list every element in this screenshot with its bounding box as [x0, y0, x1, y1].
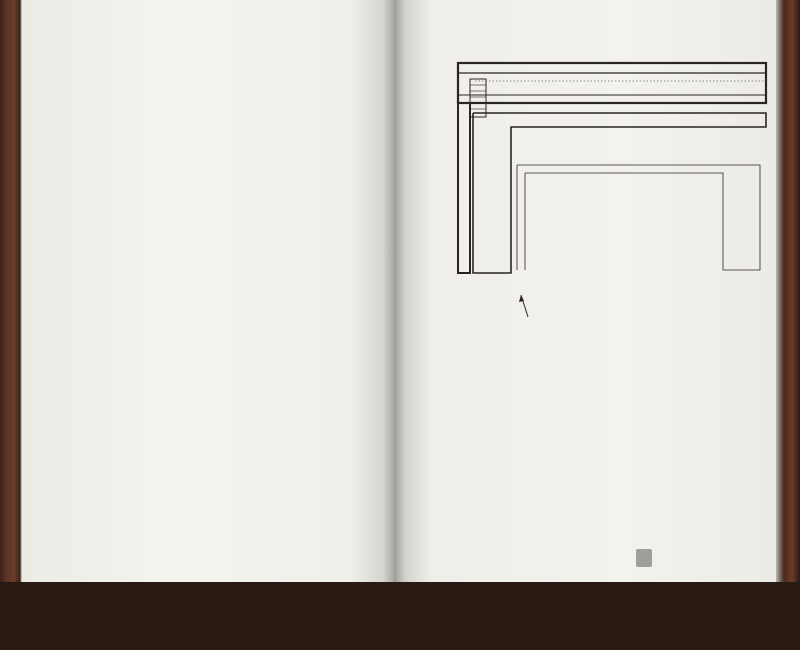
text-line [92, 166, 374, 182]
text-line [92, 634, 374, 650]
text-line [92, 556, 374, 572]
text-line [418, 464, 768, 480]
text-line [92, 478, 374, 494]
text-line [92, 182, 374, 198]
text-line [92, 291, 374, 307]
text-line [418, 402, 768, 418]
text-line [418, 448, 768, 464]
text-line [92, 509, 374, 525]
text-line [92, 463, 374, 479]
text-line [92, 135, 374, 151]
text-line [92, 385, 374, 401]
text-line [92, 431, 374, 447]
text-line [418, 386, 768, 402]
text-line [92, 104, 374, 120]
text-line [418, 417, 768, 433]
text-line [418, 526, 768, 542]
text-line [92, 260, 374, 276]
text-line [418, 433, 768, 449]
text-line [92, 244, 374, 260]
text-line [92, 619, 374, 635]
text-line [92, 338, 374, 354]
text-line [418, 495, 768, 511]
north-arrow [519, 295, 528, 317]
text-line [92, 151, 374, 167]
text-line [418, 511, 768, 527]
text-line [92, 400, 374, 416]
text-line [92, 603, 374, 619]
left-body-text [92, 104, 374, 650]
floor-plan-figure [455, 55, 770, 360]
text-line [92, 354, 374, 370]
text-line [92, 307, 374, 323]
text-line [92, 276, 374, 292]
text-line [92, 120, 374, 136]
text-line [92, 229, 374, 245]
text-line [92, 587, 374, 603]
text-line [92, 572, 374, 588]
text-line [92, 369, 374, 385]
right-body-text [418, 386, 768, 542]
text-line [418, 480, 768, 496]
watermark-logo-icon [636, 549, 652, 567]
text-line [92, 198, 374, 214]
text-line [92, 447, 374, 463]
text-line [92, 541, 374, 557]
text-line [92, 213, 374, 229]
text-line [92, 525, 374, 541]
text-line [92, 322, 374, 338]
text-line [92, 494, 374, 510]
book-edge [776, 0, 800, 582]
text-line [92, 416, 374, 432]
